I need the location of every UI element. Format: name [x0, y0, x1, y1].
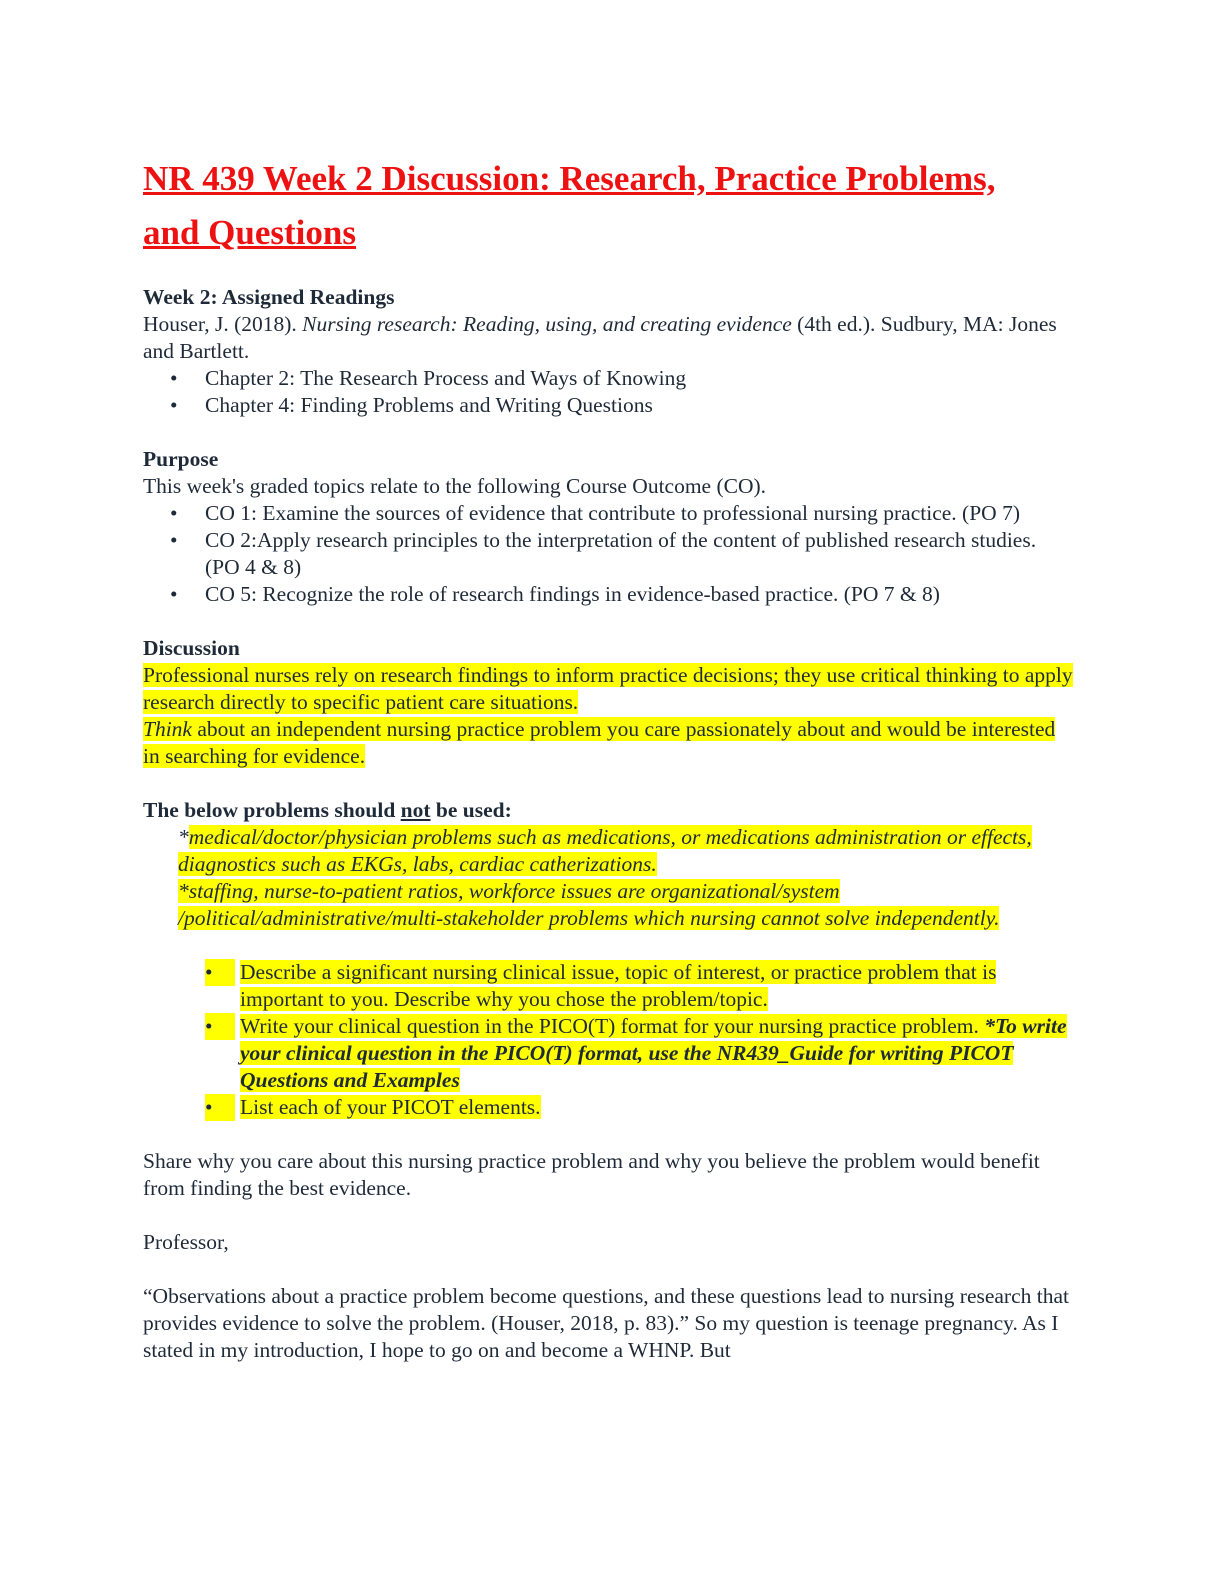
document-title — [143, 152, 1073, 260]
list-item — [143, 365, 1073, 392]
not-used-heading — [143, 797, 1073, 824]
discussion-paragraph-2 — [143, 716, 1073, 770]
star-mark: * — [178, 825, 189, 849]
bullet-icon: • — [170, 582, 178, 606]
chapter-item: Chapter 2: The Research Process and Ways of Knowing — [205, 366, 687, 390]
list-item — [205, 959, 1073, 1013]
citation-author: Houser, J. (2018). — [143, 312, 303, 336]
list-item — [143, 392, 1073, 419]
response-paragraph: “Observations about a practice problem become questions, and these questions lead to nursing research that provides evidence to solve the problem. (Houser, 2018, p. 83).” So my question is teenage pregnancy. As I stated in my introduction, I hope to go on and become a WHNP. But — [143, 1284, 1070, 1362]
not-used-items — [143, 824, 1073, 932]
outcome-item: CO 2:Apply research principles to the interpretation of the content of published research studies. (PO 4 & 8) — [205, 528, 1037, 579]
bullet-icon: • — [205, 1013, 235, 1040]
discussion-section — [143, 635, 1073, 770]
heading-not: not — [400, 798, 431, 822]
purpose-section — [143, 446, 1073, 608]
bullet-icon: • — [170, 501, 178, 525]
title-line-2: and Questions — [143, 213, 356, 252]
outcome-item: CO 5: Recognize the role of research findings in evidence-based practice. (PO 7 & 8) — [205, 582, 940, 606]
list-item — [143, 527, 1073, 581]
heading-part: be used: — [430, 798, 512, 822]
not-used-item-1 — [178, 824, 1073, 878]
bullet-icon: • — [205, 1094, 235, 1121]
not-used-text-2: *staffing, nurse-to-patient ratios, workforce issues are organizational/system /political/administrative/multi-stakeholder problems which nursing cannot solve independently. — [178, 879, 1000, 930]
list-item — [205, 1013, 1073, 1094]
task-text: Write your clinical question in the PICO(T) format for your nursing practice problem. — [240, 1014, 985, 1038]
citation-title: Nursing research: Reading, using, and creating evidence — [302, 312, 792, 336]
discussion-heading: Discussion — [143, 636, 240, 660]
think-word: Think — [143, 717, 192, 741]
readings-heading: Week 2: Assigned Readings — [143, 285, 395, 309]
purpose-heading: Purpose — [143, 447, 219, 471]
not-used-section — [143, 797, 1073, 932]
readings-section — [143, 284, 1073, 419]
chapters-list — [143, 365, 1073, 419]
task-text: Describe a significant nursing clinical issue, topic of interest, or practice problem that is important to you. Describe why you chose the problem/topic. — [240, 960, 997, 1011]
salutation: Professor, — [143, 1230, 229, 1254]
not-used-item-2 — [178, 878, 1073, 932]
title-line-1: NR 439 Week 2 Discussion: Research, Practice Problems, — [143, 159, 996, 198]
list-item — [143, 500, 1073, 527]
discussion-text-1: Professional nurses rely on research findings to inform practice decisions; they use critical thinking to apply research directly to specific patient care situations. — [143, 663, 1073, 714]
purpose-intro: This week's graded topics relate to the following Course Outcome (CO). — [143, 474, 767, 498]
readings-citation — [143, 311, 1073, 365]
discussion-paragraph-1 — [143, 662, 1073, 716]
outcomes-list — [143, 500, 1073, 608]
not-used-text-1: medical/doctor/physician problems such as medications, or medications administration or effects, diagnostics such as EKGs, labs, cardiac catherizations. — [178, 825, 1032, 876]
list-item — [143, 581, 1073, 608]
bullet-icon: • — [205, 959, 235, 986]
share-paragraph: Share why you care about this nursing practice problem and why you believe the problem would benefit from finding the best evidence. — [143, 1149, 1040, 1200]
chapter-item: Chapter 4: Finding Problems and Writing Questions — [205, 393, 653, 417]
heading-part: The below problems should — [143, 798, 401, 822]
list-item — [205, 1094, 1073, 1121]
discussion-text-2: about an independent nursing practice problem you care passionately about and would be interested in searching for evidence. — [143, 717, 1056, 768]
bullet-icon: • — [170, 366, 178, 390]
bullet-icon: • — [170, 393, 178, 417]
citation-rest: (4th ed.). Sudbury, MA: Jones and Bartlett. — [143, 312, 1057, 363]
document-content — [143, 152, 1073, 1364]
tasks-list — [143, 959, 1073, 1121]
outcome-item: CO 1: Examine the sources of evidence that contribute to professional nursing practice. (PO 7) — [205, 501, 1020, 525]
task-text: List each of your PICOT elements. — [240, 1095, 541, 1119]
task-guide-link: *To write your clinical question in the PICO(T) format, use the NR439_Guide for writing PICOT Questions and Examples — [240, 1014, 1067, 1092]
bullet-icon: • — [170, 528, 178, 552]
